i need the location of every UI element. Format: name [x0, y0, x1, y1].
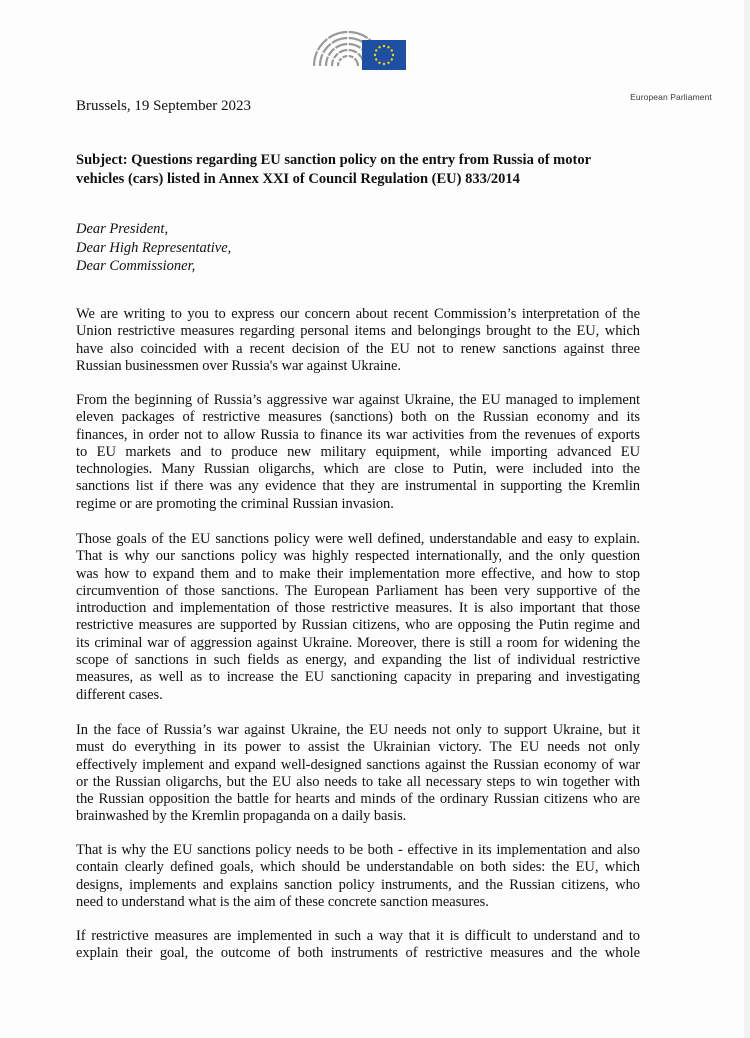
paragraph-line: From the beginning of Russia’s aggressive war against Ukraine, the EU managed to implement — [76, 392, 640, 408]
paragraph-line: different cases. — [76, 686, 163, 703]
body-paragraph — [76, 531, 640, 704]
paragraph-line: technologies. Many Russian oligarchs, which are close to Putin, were included into the — [76, 461, 640, 478]
paragraph-line: That is why the EU sanctions policy needs to be both - effective in its implementation and also — [76, 842, 640, 858]
paragraph-line: restrictive measures are supported by Russian citizens, who are opposing the Putin regime and — [76, 617, 640, 634]
paragraph-line: need to understand what is the aim of these concrete sanction measures. — [76, 893, 489, 910]
eu-star-icon — [383, 45, 385, 47]
salutation-line: Dear President, — [76, 221, 169, 237]
paragraph-line: If restrictive measures are implemented in such a way that it is difficult to understand and to — [76, 928, 640, 944]
page-edge — [744, 0, 750, 1038]
paragraph-line: introduction and implementation of those restrictive measures. It is also important that those — [76, 600, 640, 617]
paragraph-line: the Russian opposition the battle for hearts and minds of the ordinary Russian citizens who are — [76, 791, 640, 808]
european-parliament-logo — [308, 22, 712, 102]
letter-date: Brussels, 19 September 2023 — [76, 98, 251, 114]
paragraph-line: Those goals of the EU sanctions policy were well defined, understandable and easy to explain. — [76, 531, 640, 547]
letter-subject: Subject: Questions regarding EU sanction policy on the entry from Russia of motor vehicles (cars) listed in Annex XXI of Council Regulation (EU) 833/2014 — [76, 152, 591, 187]
salutation-line: Dear Commissioner, — [76, 258, 196, 274]
paragraph-line: have also coincided with a recent decision of the EU not to renew sanctions against three — [76, 340, 640, 357]
paragraph-line: Union restrictive measures regarding personal items and belongings brought to the EU, which — [76, 323, 640, 340]
eu-star-icon — [392, 54, 394, 56]
eu-flag-icon — [362, 40, 406, 70]
eu-star-icon — [375, 49, 377, 51]
paragraph-line: circumvention of those sanctions. The European Parliament has been very supportive of the — [76, 582, 640, 599]
eu-star-icon — [391, 49, 393, 51]
paragraph-line: was how to expand them and to make their implementation more effective, and how to stop — [76, 565, 640, 582]
paragraph-line: measures, as well as to increase the EU sanctioning capacity in preparing and investigating — [76, 669, 640, 686]
eu-star-icon — [378, 46, 380, 48]
eu-star-icon — [387, 46, 389, 48]
paragraph-line: In the face of Russia’s war against Ukraine, the EU needs not only to support Ukraine, but it — [76, 722, 640, 738]
paragraph-line: finances, in order not to allow Russia to finance its war activities from the revenues of exports — [76, 426, 640, 443]
paragraph-line: effectively implement and expand well-designed sanctions against the Russian economy of war — [76, 756, 640, 773]
eu-star-icon — [391, 58, 393, 60]
hemicycle-emblem-icon — [308, 22, 418, 72]
paragraph-line: or the Russian oligarchs, but the EU also needs to take all necessary steps to win together with — [76, 773, 640, 790]
eu-star-icon — [375, 58, 377, 60]
paragraph-line: scope of sanctions in such fields as energy, and expanding the list of individual restrictive — [76, 652, 640, 669]
paragraph-line: eleven packages of restrictive measures (sanctions) both on the Russian economy and its — [76, 409, 640, 426]
body-paragraph — [76, 842, 640, 911]
paragraph-line: sanctions list if there was any evidence that they are instrumental in supporting the Kremlin — [76, 478, 640, 495]
paragraph-line: must do everything in its power to assist the Ukrainian victory. The EU needs not only — [76, 739, 640, 756]
logo-caption: European Parliament — [630, 92, 712, 102]
paragraph-line: Russian businessmen over Russia's war against Ukraine. — [76, 357, 401, 374]
paragraph-line: designs, implements and explains sanction policy instruments, and the Russian citizens, who — [76, 876, 640, 893]
eu-star-icon — [378, 62, 380, 64]
salutation-line: Dear High Representative, — [76, 239, 232, 256]
paragraph-line: That is why our sanctions policy was highly respected internationally, and the only question — [76, 548, 640, 565]
salutations — [76, 220, 231, 276]
eu-star-icon — [383, 63, 385, 65]
eu-star-icon — [387, 62, 389, 64]
paragraph-line: to EU markets and to produce new military equipment, while importing advanced EU — [76, 443, 640, 460]
body-paragraph — [76, 928, 640, 963]
paragraph-line: brainwashed by the Kremlin propaganda on a daily basis. — [76, 808, 407, 825]
body-paragraph — [76, 722, 640, 826]
paragraph-line: We are writing to you to express our concern about recent Commission’s interpretation of the — [76, 306, 640, 322]
paragraph-line: explain their goal, the outcome of both instruments of restrictive measures and the whole — [76, 945, 640, 962]
paragraph-line: its criminal war of aggression against Ukraine. Moreover, there is still a room for widening the — [76, 634, 640, 651]
body-paragraph — [76, 306, 640, 375]
eu-star-icon — [374, 54, 376, 56]
paragraph-line: contain clearly defined goals, which should be understandable on both sides: the EU, which — [76, 859, 640, 876]
paragraph-line: regime or are promoting the criminal Russian invasion. — [76, 495, 394, 512]
body-paragraph — [76, 392, 640, 513]
